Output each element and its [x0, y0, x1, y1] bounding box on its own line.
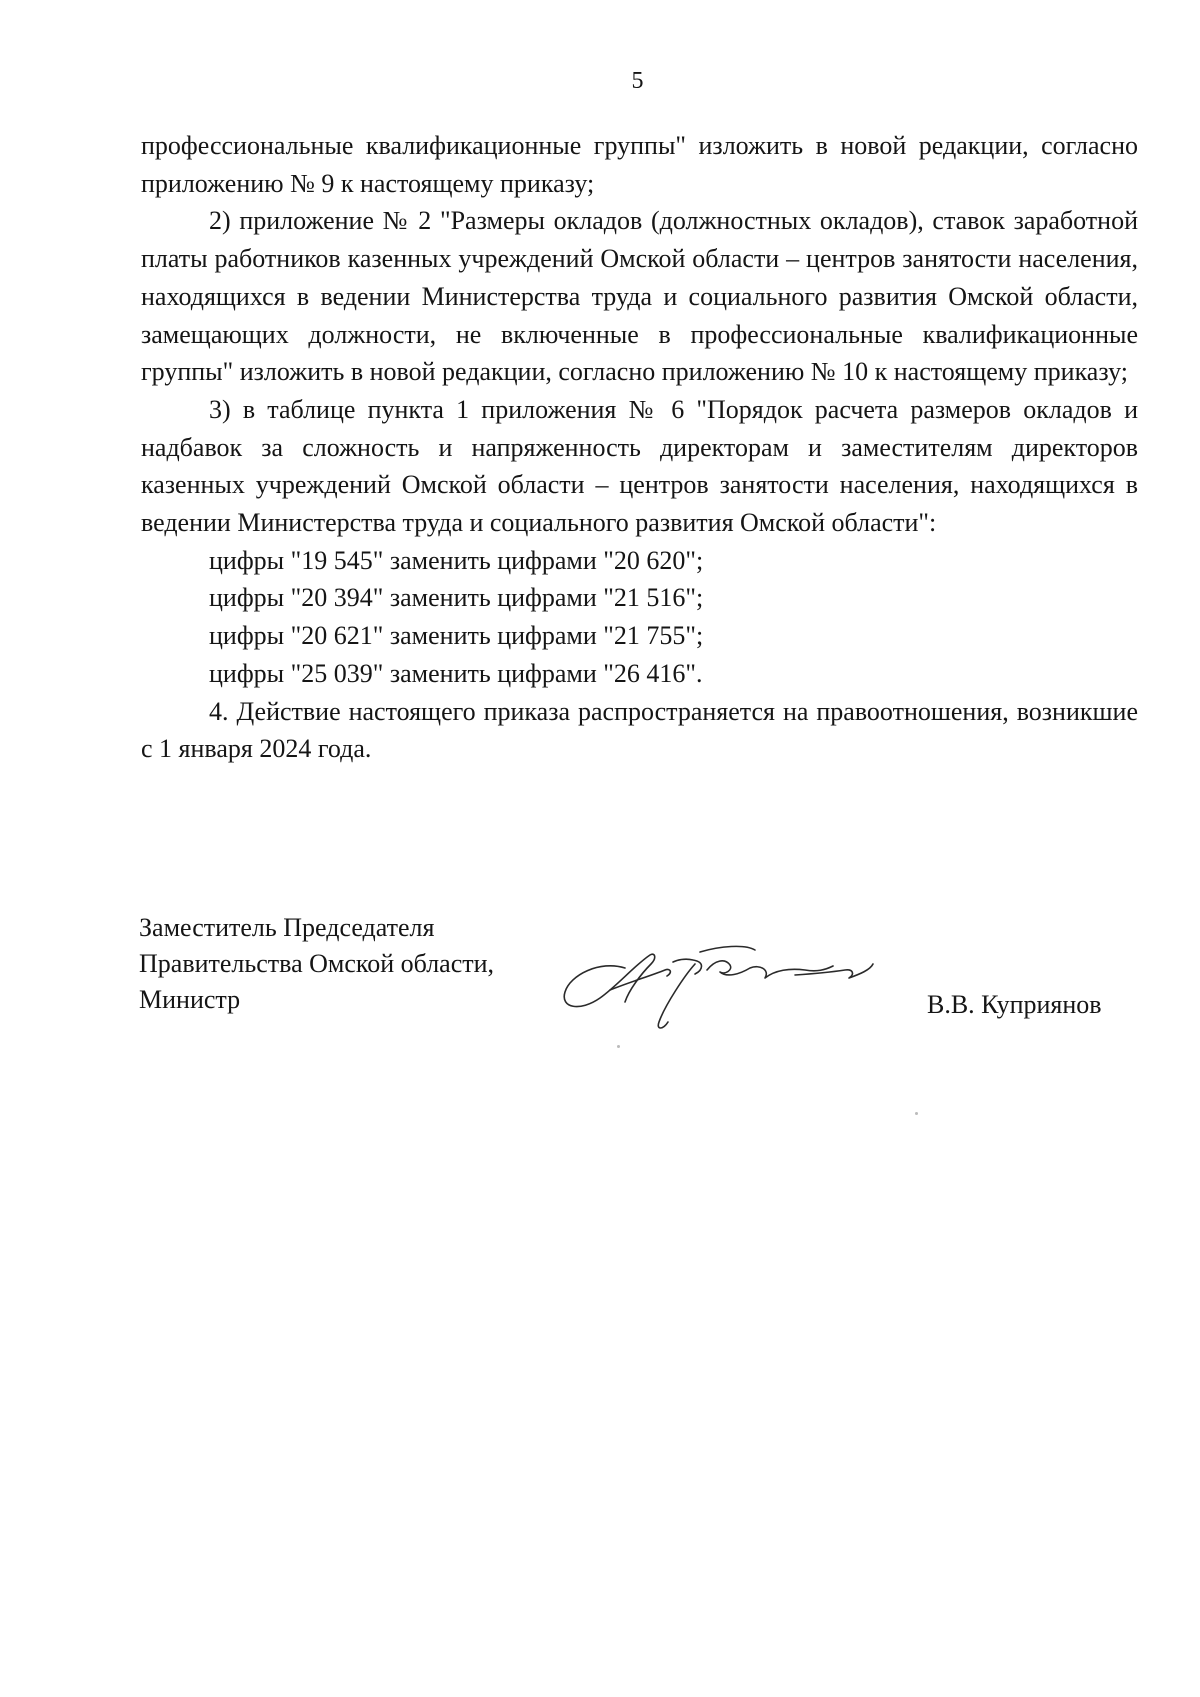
scan-speck — [617, 1045, 620, 1048]
paragraph-item-3: 3) в таблице пункта 1 приложения № 6 "Порядок расчета размеров окладов и надбавок за сложность и напряженность директорам и заместителям директоров казенных учреждений Омской области – центров занятости населения, находящихся в ведении Министерства труда и социального развития Омской области": — [141, 394, 1138, 538]
paragraph-item-2: 2) приложение № 2 "Размеры окладов (должностных окладов), ставок заработной платы работников казенных учреждений Омской области – центров занятости населения, находящихся в ведении Министерства труда и социального развития Омской области, замещающих должности, не включенные в профессиональные квалификационные группы" изложить в новой редакции, согласно приложению № 10 к настоящему приказу; — [141, 206, 1138, 387]
replacement-line-2: цифры "20 394" заменить цифрами "21 516"; — [209, 583, 704, 613]
paragraph-point-4: 4. Действие настоящего приказа распространяется на правоотношения, возникшие с 1 января 2024 года. — [141, 696, 1138, 764]
document-body — [141, 127, 1138, 768]
paragraph-continuation: профессиональные квалификационные группы" изложить в новой редакции, согласно приложению № 9 к настоящему приказу; — [141, 131, 1138, 198]
replacement-line-3: цифры "20 621" заменить цифрами "21 755"; — [209, 621, 704, 651]
page-number: 5 — [631, 68, 644, 94]
replacement-line-4: цифры "25 039" заменить цифрами "26 416". — [209, 658, 703, 688]
signatory-name: В.В. Куприянов — [927, 990, 1102, 1019]
signatory-title-line-1: Заместитель Председателя — [139, 913, 435, 942]
handwritten-signature — [555, 930, 895, 1045]
signatory-title — [139, 910, 494, 1018]
signatory-title-line-2: Правительства Омской области, — [139, 949, 495, 978]
replacement-line-1: цифры "19 545" заменить цифрами "20 620"; — [209, 545, 704, 575]
scan-speck — [915, 1112, 918, 1115]
signatory-title-line-3: Министр — [139, 985, 241, 1014]
